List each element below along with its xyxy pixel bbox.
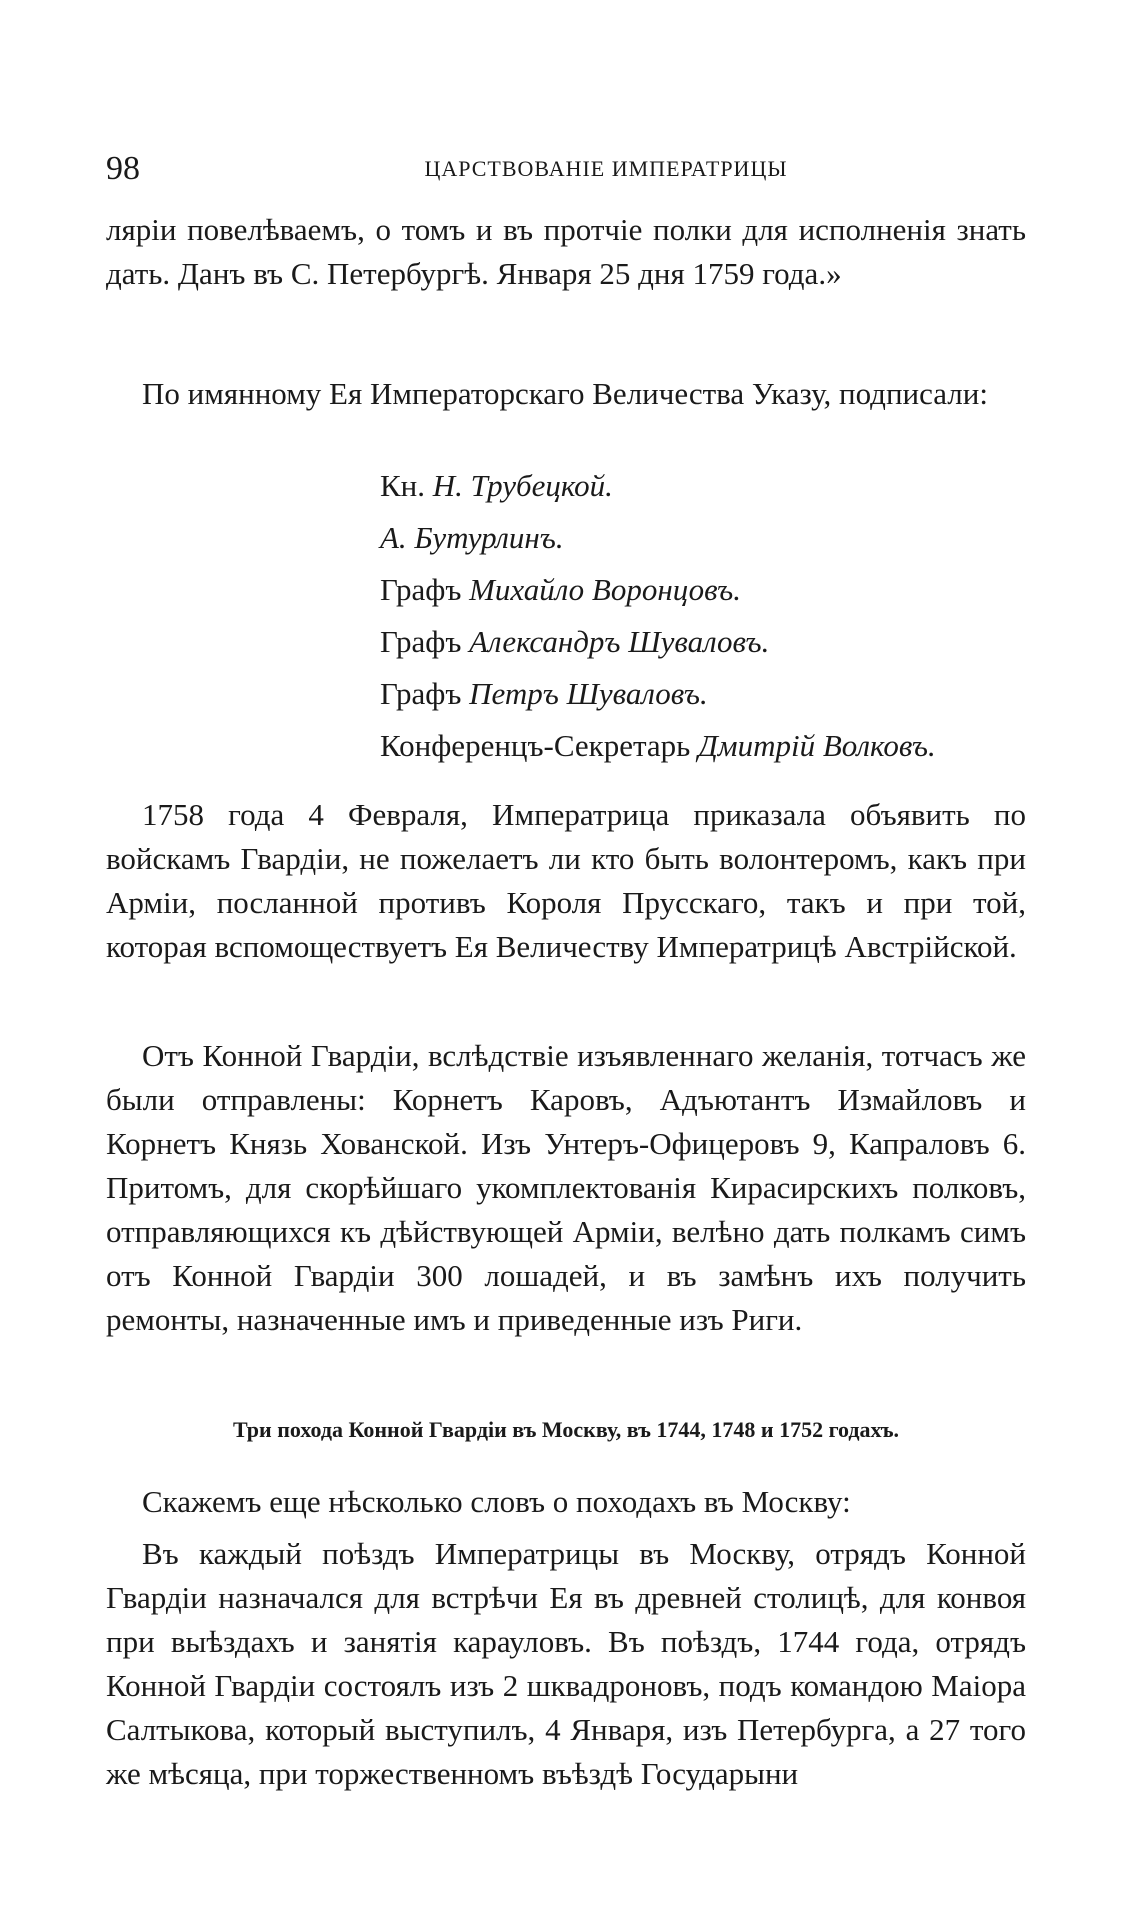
signature-line <box>380 516 936 560</box>
signature-line <box>380 672 936 716</box>
paragraph-moscow-journeys <box>106 1532 1026 1796</box>
signature-name: Петръ Шуваловъ. <box>469 676 708 711</box>
running-title: ЦАРСТВОВАНІЕ ИМПЕРАТРИЦЫ <box>424 156 788 181</box>
signature-name: А. Бутурлинъ. <box>380 520 564 555</box>
page-header <box>106 150 1026 190</box>
paragraph-volunteers <box>106 793 1026 969</box>
signature-title: Графъ <box>380 676 462 711</box>
signature-title: Кн. <box>380 468 426 503</box>
section-title: Три похода Конной Гвардіи въ Москву, въ 1744, 1748 и 1752 годахъ. <box>232 1417 900 1442</box>
paragraph-horse-guards <box>106 1034 1026 1342</box>
signature-name: Михайло Воронцовъ. <box>469 572 742 607</box>
paragraph-text: Отъ Конной Гвардіи, вслѣдствіе изъявленнаго желанія, тотчасъ же были отправлены: Корнетъ Каровъ, Адъютантъ Измайловъ и Корнетъ Князь Хованской. Изъ Унтеръ-Офицеровъ 9, Капраловъ 6. Притомъ, для скорѣйшаго укомплектованія Кирасирскихъ полковъ, отправляющихся къ дѣйствующей Арміи, велѣно дать полкамъ симъ отъ Конной Гвардіи 300 лошадей, и въ замѣнъ ихъ получить ремонты, назначенные имъ и приведенные изъ Риги. <box>106 1038 1026 1337</box>
paragraph-signed <box>106 372 1026 416</box>
paragraph-decree-end <box>106 208 1026 296</box>
paragraph-text: 1758 года 4 Февраля, Императрица приказала объявить по войскамъ Гвардіи, не пожелаетъ ли кто быть волонтеромъ, какъ при Арміи, посланной противъ Короля Прусскаго, такъ и при той, которая вспомоществуетъ Ея Величеству Императрицѣ Австрійской. <box>106 797 1026 964</box>
signature-title: Графъ <box>380 572 462 607</box>
signature-line <box>380 568 936 612</box>
signature-name: Дмитрій Волковъ. <box>698 728 936 763</box>
signature-name: Н. Трубецкой. <box>432 468 613 503</box>
paragraph-text: Скажемъ еще нѣсколько словъ о походахъ въ Москву: <box>142 1484 851 1519</box>
signature-title: Конференцъ-Секретарь <box>380 728 691 763</box>
paragraph-text: Въ каждый поѣздъ Императрицы въ Москву, отрядъ Конной Гвардіи назначался для встрѣчи Ея въ древней столицѣ, для конвоя при выѣздахъ и занятія карауловъ. Въ поѣздъ, 1744 года, отрядъ Конной Гвардіи состоялъ изъ 2 шквадроновъ, подъ командою Маіора Салтыкова, который выступилъ, 4 Января, изъ Петербурга, а 27 того же мѣсяца, при торжественномъ въѣздѣ Государыни <box>106 1536 1026 1791</box>
page-number: 98 <box>106 150 140 187</box>
signature-name: Александръ Шуваловъ. <box>469 624 770 659</box>
signature-list <box>380 464 936 776</box>
signature-title: Графъ <box>380 624 462 659</box>
paragraph-text: По имянному Ея Императорскаго Величества Указу, подписали: <box>142 376 988 411</box>
signature-line <box>380 620 936 664</box>
paragraph-moscow-intro <box>106 1480 1026 1524</box>
signature-line <box>380 464 936 508</box>
paragraph-text: ляріи повелѣваемъ, о томъ и въ протчіе полки для исполненія знать дать. Данъ въ С. Петербургѣ. Января 25 дня 1759 года.» <box>106 212 1026 291</box>
signature-line <box>380 724 936 768</box>
